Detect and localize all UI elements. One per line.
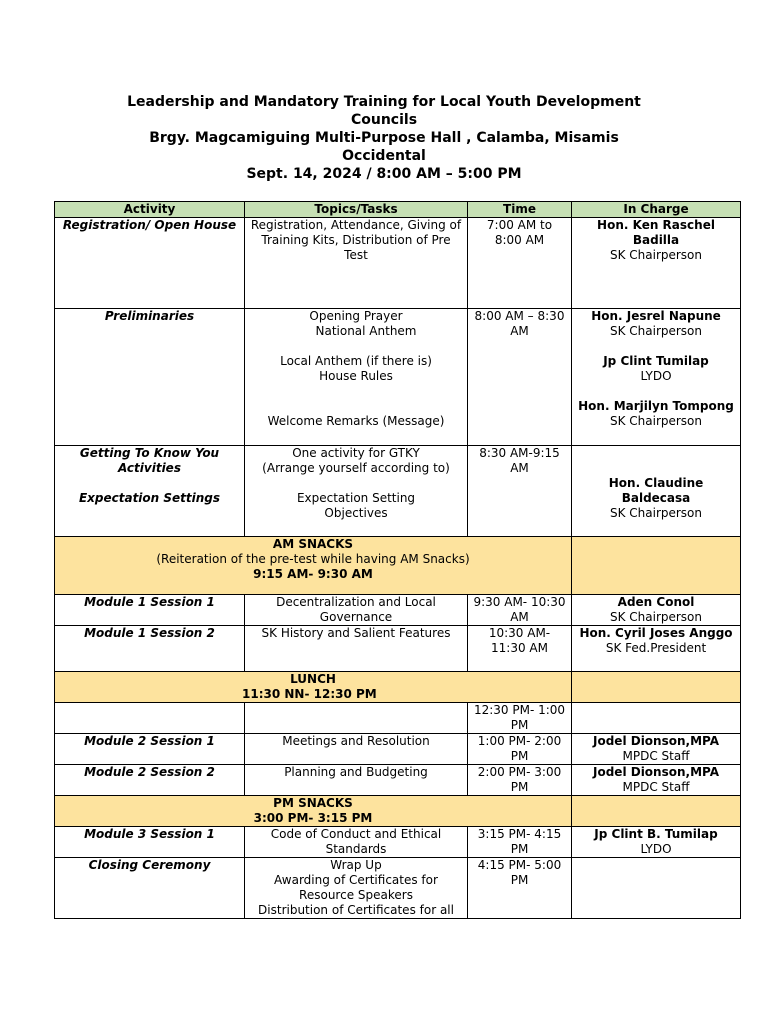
in-charge-cell <box>572 827 741 858</box>
time-cell: 8:00 AM – 8:30 AM <box>468 309 572 446</box>
topic-item: One activity for GTKY <box>292 446 420 460</box>
topic-item: (Arrange yourself according to) <box>262 461 450 475</box>
time-cell: 10:30 AM- 11:30 AM <box>468 626 572 672</box>
topics-cell: Code of Conduct and Ethical Standards <box>245 827 468 858</box>
column-header-topics: Topics/Tasks <box>245 202 468 218</box>
activity-cell: Module 2 Session 1 <box>55 734 245 765</box>
topics-cell <box>245 858 468 919</box>
in-charge-role: SK Fed.President <box>605 641 707 655</box>
topics-cell: Meetings and Resolution <box>245 734 468 765</box>
in-charge-name: Jodel Dionson,MPA <box>593 734 719 748</box>
topics-cell <box>245 309 468 446</box>
topics-cell: Registration, Attendance, Giving of Training Kits, Distribution of Pre Test <box>245 218 468 309</box>
in-charge-role: MPDC Staff <box>622 749 690 763</box>
pm-snacks-cell <box>55 796 572 827</box>
lunch-cell <box>55 672 572 703</box>
column-header-time: Time <box>468 202 572 218</box>
in-charge-cell <box>572 734 741 765</box>
time-cell: 9:30 AM- 10:30 AM <box>468 595 572 626</box>
topic-item: Wrap Up <box>330 858 382 872</box>
time-cell: 12:30 PM- 1:00 PM <box>468 703 572 734</box>
schedule-table <box>54 201 741 919</box>
topics-cell: Planning and Budgeting <box>245 765 468 796</box>
topic-item: Opening Prayer <box>309 309 403 323</box>
table-row <box>55 446 741 537</box>
break-title: PM SNACKS <box>273 796 353 810</box>
topic-item: House Rules <box>319 369 393 383</box>
document-header <box>100 93 668 183</box>
in-charge-name: Jp Clint B. Tumilap <box>594 827 718 841</box>
activity-cell: Preliminaries <box>55 309 245 446</box>
activity-cell: Closing Ceremony <box>55 858 245 919</box>
event-datetime: Sept. 14, 2024 / 8:00 AM – 5:00 PM <box>246 166 522 182</box>
topic-item: Expectation Setting Objectives <box>296 491 416 520</box>
table-row <box>55 309 741 446</box>
time-cell: 7:00 AM to 8:00 AM <box>468 218 572 309</box>
table-row <box>55 218 741 309</box>
in-charge-cell <box>572 626 741 672</box>
time-cell: 3:15 PM- 4:15 PM <box>468 827 572 858</box>
column-header-activity: Activity <box>55 202 245 218</box>
break-time: 3:00 PM- 3:15 PM <box>253 811 373 825</box>
table-row <box>55 734 741 765</box>
in-charge-cell <box>572 446 741 537</box>
empty-cell <box>572 672 741 703</box>
in-charge-role: SK Chairperson <box>609 610 703 624</box>
in-charge-role: SK Chairperson <box>609 248 703 262</box>
table-header-row <box>55 202 741 218</box>
break-time: 9:15 AM- 9:30 AM <box>253 567 373 581</box>
title-line-1: Leadership and Mandatory Training for Local Youth Development <box>127 94 641 110</box>
empty-cell <box>55 703 245 734</box>
break-note: (Reiteration of the pre-test while having AM Snacks) <box>156 552 470 566</box>
table-row <box>55 595 741 626</box>
in-charge-role: LYDO <box>640 842 672 856</box>
topic-item: National Anthem <box>315 324 417 338</box>
time-cell: 1:00 PM- 2:00 PM <box>468 734 572 765</box>
activity-name: Getting To Know You Activities <box>79 446 220 475</box>
activity-cell: Module 1 Session 1 <box>55 595 245 626</box>
activity-name: Expectation Settings <box>78 491 221 505</box>
in-charge-cell <box>572 595 741 626</box>
column-header-in-charge: In Charge <box>572 202 741 218</box>
time-cell: 2:00 PM- 3:00 PM <box>468 765 572 796</box>
activity-cell: Registration/ Open House <box>55 218 245 309</box>
title-line-2: Councils <box>350 112 418 128</box>
venue-line-1: Brgy. Magcamiguing Multi-Purpose Hall , Calamba, Misamis <box>149 130 619 146</box>
in-charge-name: Aden Conol <box>617 595 695 609</box>
empty-cell <box>572 858 741 919</box>
lunch-row <box>55 672 741 703</box>
activity-cell <box>55 446 245 537</box>
in-charge-cell <box>572 765 741 796</box>
topic-item: Welcome Remarks (Message) <box>267 414 445 428</box>
in-charge-role: SK Chairperson <box>609 324 703 338</box>
activity-cell: Module 3 Session 1 <box>55 827 245 858</box>
in-charge-name: Hon. Jesrel Napune <box>591 309 721 323</box>
topic-item: Awarding of Certificates for Resource Speakers <box>274 873 438 902</box>
in-charge-role: MPDC Staff <box>622 780 690 794</box>
empty-cell <box>572 703 741 734</box>
break-title: AM SNACKS <box>272 537 354 551</box>
in-charge-role: SK Chairperson <box>609 506 703 520</box>
in-charge-role: LYDO <box>640 369 672 383</box>
topics-cell: Decentralization and Local Governance <box>245 595 468 626</box>
am-snacks-row <box>55 537 741 595</box>
empty-cell <box>572 537 741 595</box>
table-row <box>55 626 741 672</box>
in-charge-name: Hon. Ken Raschel Badilla <box>597 218 715 247</box>
activity-cell: Module 1 Session 2 <box>55 626 245 672</box>
table-row <box>55 827 741 858</box>
table-row <box>55 858 741 919</box>
in-charge-name: Jodel Dionson,MPA <box>593 765 719 779</box>
am-snacks-cell <box>55 537 572 595</box>
time-cell: 8:30 AM-9:15 AM <box>468 446 572 537</box>
table-row <box>55 765 741 796</box>
empty-cell <box>572 796 741 827</box>
topics-cell: SK History and Salient Features <box>245 626 468 672</box>
empty-cell <box>245 703 468 734</box>
pm-snacks-row <box>55 796 741 827</box>
table-row <box>55 703 741 734</box>
in-charge-name: Hon. Marjilyn Tompong <box>578 399 734 413</box>
in-charge-role: SK Chairperson <box>609 414 703 428</box>
break-title: LUNCH <box>290 672 336 686</box>
break-time: 11:30 NN- 12:30 PM <box>242 687 377 701</box>
activity-cell: Module 2 Session 2 <box>55 765 245 796</box>
in-charge-cell <box>572 218 741 309</box>
in-charge-name: Jp Clint Tumilap <box>603 354 709 368</box>
time-cell: 4:15 PM- 5:00 PM <box>468 858 572 919</box>
venue-line-2: Occidental <box>342 148 426 164</box>
topics-cell <box>245 446 468 537</box>
topic-item: Distribution of Certificates for all <box>258 903 454 917</box>
in-charge-name: Hon. Claudine Baldecasa <box>608 476 704 505</box>
in-charge-cell <box>572 309 741 446</box>
topic-item: Local Anthem (if there is) <box>280 354 432 368</box>
in-charge-name: Hon. Cyril Joses Anggo <box>579 626 733 640</box>
